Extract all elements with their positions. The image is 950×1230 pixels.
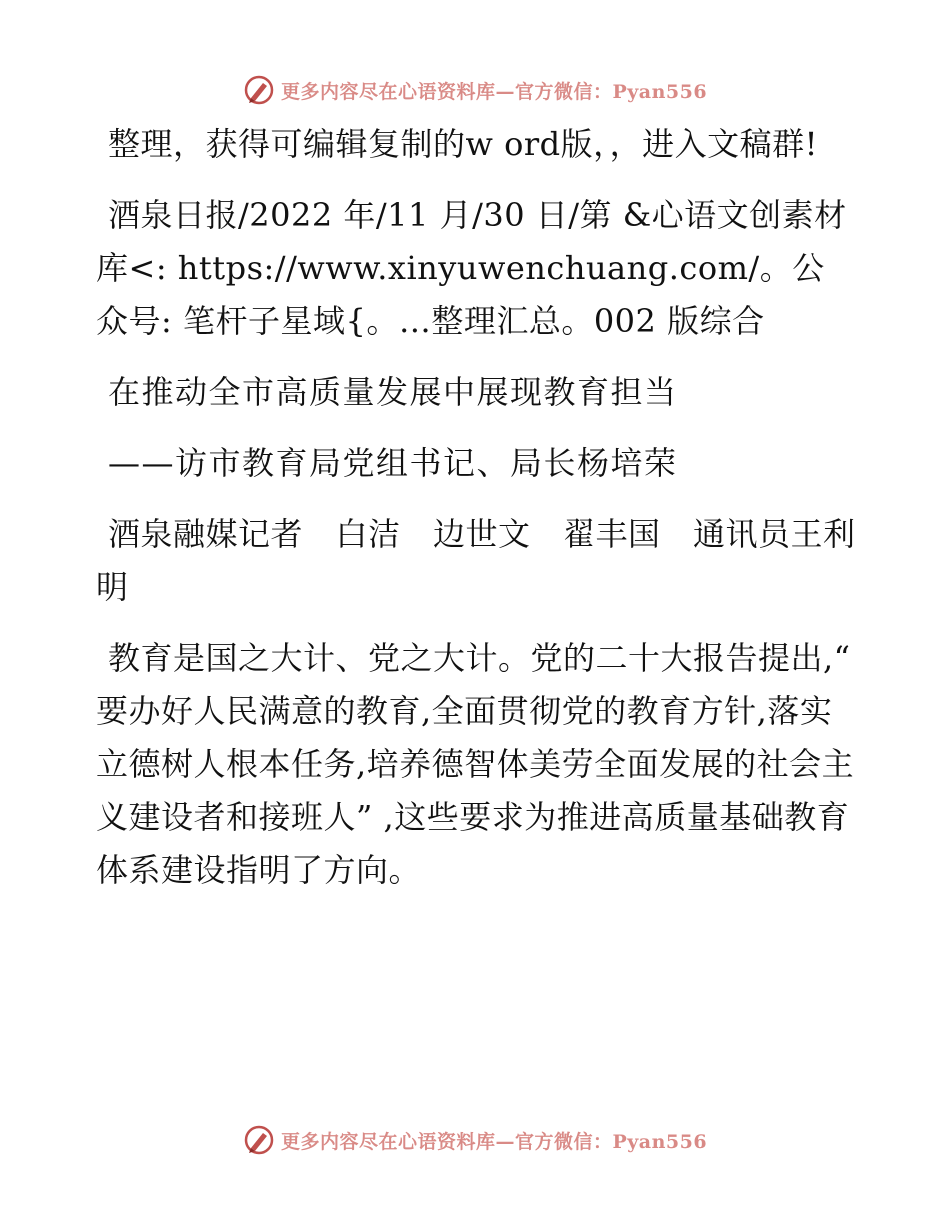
footer-watermark	[0, 1120, 950, 1160]
article-byline: 酒泉融媒记者 白洁 边世文 翟丰国 通讯员王利明	[96, 515, 856, 606]
watermark-text: 更多内容尽在心语资料库—官方微信：Pyan556	[280, 1130, 708, 1153]
watermark-text: 更多内容尽在心语资料库—官方微信：Pyan556	[280, 80, 708, 103]
article-subtitle: ——访市教育局党组书记、局长杨培荣	[108, 444, 678, 482]
paragraph-body: 教育是国之大计、党之大计。党的二十大报告提出,“ 要办好人民满意的教育,全面贯彻党的教育方针,落实立德树人根本任务,培养德智体美劳全面发展的社会主义建设者和接班人” ,这些要求为推进高质量基础教育体系建设指明了方向。	[96, 639, 855, 889]
document-body	[96, 118, 856, 915]
paragraph-source: 酒泉日报/2022 年/11 月/30 日/第 &心语文创素材库<: https://www.xinyuwenchuang.com/。公众号: 笔杆子星域{。…整理汇总。002 版综合	[96, 196, 847, 340]
header-watermark	[0, 70, 950, 110]
article-title: 在推动全市高质量发展中展现教育担当	[108, 373, 678, 411]
paragraph-intro: 整理，获得可编辑复制的w ord版，，进入文稿群!	[108, 125, 818, 163]
pen-logo-icon	[243, 1124, 275, 1156]
pen-logo-icon	[243, 74, 275, 106]
